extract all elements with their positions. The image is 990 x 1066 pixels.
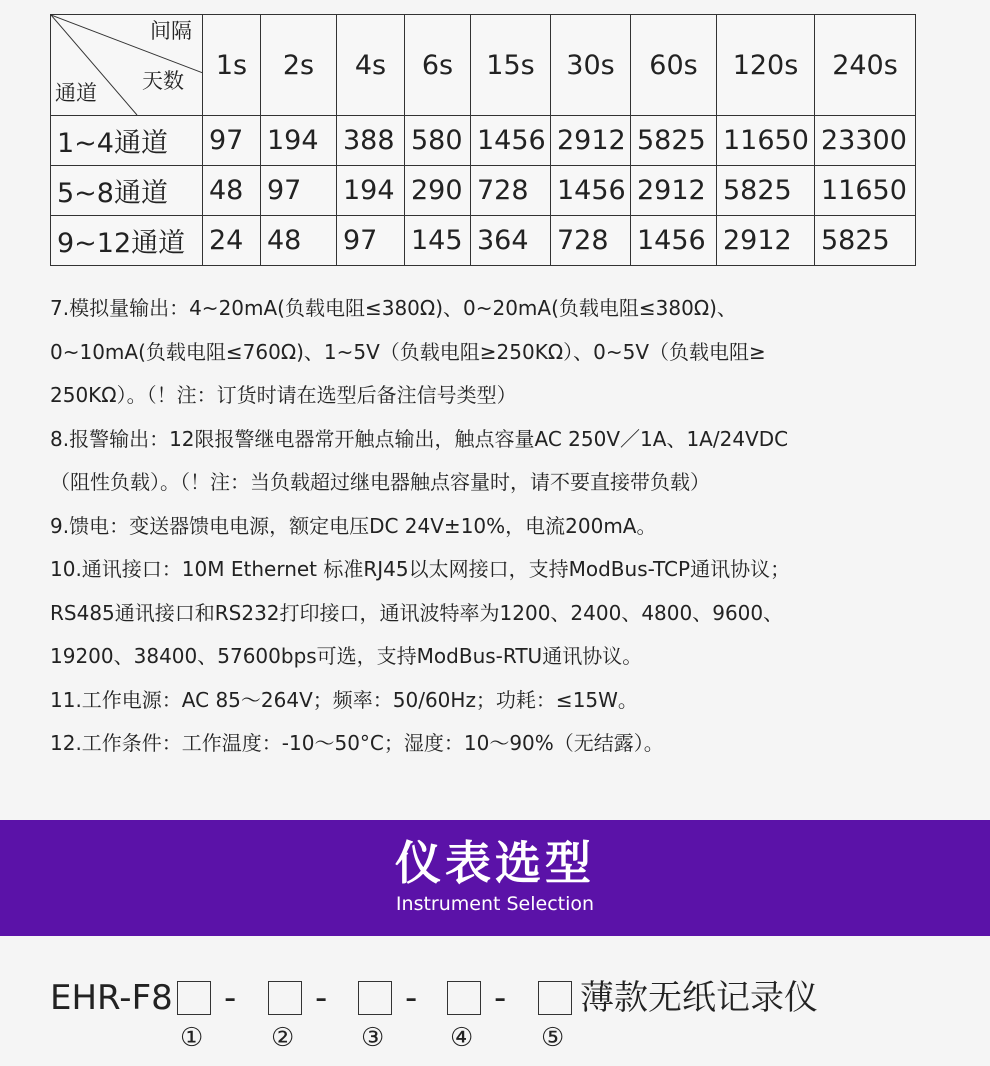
table-cell: 728 [471,166,551,216]
column-header: 60s [631,15,717,116]
spec-table [50,14,916,266]
table-cell: 23300 [815,116,916,166]
column-header: 4s [337,15,405,116]
column-header: 120s [717,15,815,116]
table-cell: 1456 [551,166,631,216]
table-cell: 364 [471,216,551,266]
table-cell: 1456 [631,216,717,266]
option-box-1 [177,981,211,1015]
option-marker-2: ② [271,1023,295,1053]
table-cell: 2912 [551,116,631,166]
table-cell: 5825 [631,116,717,166]
option-marker-5: ⑤ [541,1023,565,1053]
row-label: 9~12通道 [51,216,203,266]
column-header: 30s [551,15,631,116]
column-header: 240s [815,15,916,116]
table-cell: 2912 [717,216,815,266]
table-cell: 194 [261,116,337,166]
option-marker-4: ④ [450,1023,474,1053]
spec-line: 12.工作条件：工作温度：-10～50°C；湿度：10～90%（无结露）。 [50,731,664,755]
spec-line: 250KΩ）。（！注：订货时请在选型后备注信号类型） [50,383,517,407]
option-marker-3: ③ [361,1023,385,1053]
spec-line: 9.馈电：变送器馈电电源，额定电压DC 24V±10%，电流200mA。 [50,513,657,538]
option-box-4 [447,981,481,1015]
banner-title: 仪表选型 [395,836,595,890]
table-cell: 1456 [471,116,551,166]
column-header: 6s [405,15,471,116]
option-box-3 [358,981,392,1015]
spec-line: 7.模拟量输出：4~20mA(负载电阻≤380Ω)、0~20mA(负载电阻≤380Ω)、 [50,296,737,320]
model-suffix: 薄款无纸记录仪 [580,978,818,1018]
column-header: 2s [261,15,337,116]
banner-subtitle: Instrument Selection [395,893,595,915]
table-header-row [51,15,916,116]
spec-line: 10.通讯接口：10M Ethernet 标准RJ45以太网接口，支持ModBus-TCP通讯协议； [50,557,791,581]
option-marker-1: ① [180,1023,204,1053]
table-cell: 580 [405,116,471,166]
model-separator: - [315,978,328,1018]
header-interval-label: 间隔 [150,19,192,43]
spec-line: 11.工作电源：AC 85～264V；频率：50/60Hz；功耗：≤15W。 [50,687,638,712]
table-cell: 97 [261,166,337,216]
table-cell: 97 [337,216,405,266]
spec-list [50,287,950,766]
diagonal-header-cell [51,15,203,116]
table-cell: 145 [405,216,471,266]
column-header: 1s [203,15,261,116]
table-cell: 728 [551,216,631,266]
table-cell: 11650 [717,116,815,166]
table-cell: 290 [405,166,471,216]
table-cell: 11650 [815,166,916,216]
table-cell: 48 [261,216,337,266]
table-cell: 24 [203,216,261,266]
record-duration-table [50,14,916,266]
table-row [51,116,916,166]
option-box-2 [268,981,302,1015]
column-header: 15s [471,15,551,116]
model-separator: - [494,978,507,1018]
spec-line: 8.报警输出：12限报警继电器常开触点输出，触点容量AC 250V／1A、1A/24VDC [50,426,789,451]
table-cell: 48 [203,166,261,216]
option-box-5 [538,981,572,1015]
model-separator: - [405,978,418,1018]
row-label: 1~4通道 [51,116,203,166]
table-cell: 194 [337,166,405,216]
table-cell: 5825 [717,166,815,216]
header-days-label: 天数 [142,69,184,93]
spec-line: 0~10mA(负载电阻≤760Ω)、1~5V（负载电阻≥250KΩ）、0~5V（负载电阻≥ [50,339,766,364]
model-prefix: EHR-F8 [50,978,173,1018]
row-label: 5~8通道 [51,166,203,216]
table-row [51,166,916,216]
table-row [51,216,916,266]
model-separator: - [224,978,237,1018]
table-cell: 2912 [631,166,717,216]
table-cell: 388 [337,116,405,166]
header-channel-label: 通道 [55,81,97,105]
table-cell: 5825 [815,216,916,266]
spec-line: （阻性负载）。（！注：当负载超过继电器触点容量时，请不要直接带负载） [50,470,710,494]
section-banner [0,820,990,936]
table-cell: 97 [203,116,261,166]
spec-line: RS485通讯接口和RS232打印接口，通讯波特率为1200、2400、4800、9600、 [50,600,784,625]
spec-line: 19200、38400、57600bps可选，支持ModBus-RTU通讯协议。 [50,644,643,668]
